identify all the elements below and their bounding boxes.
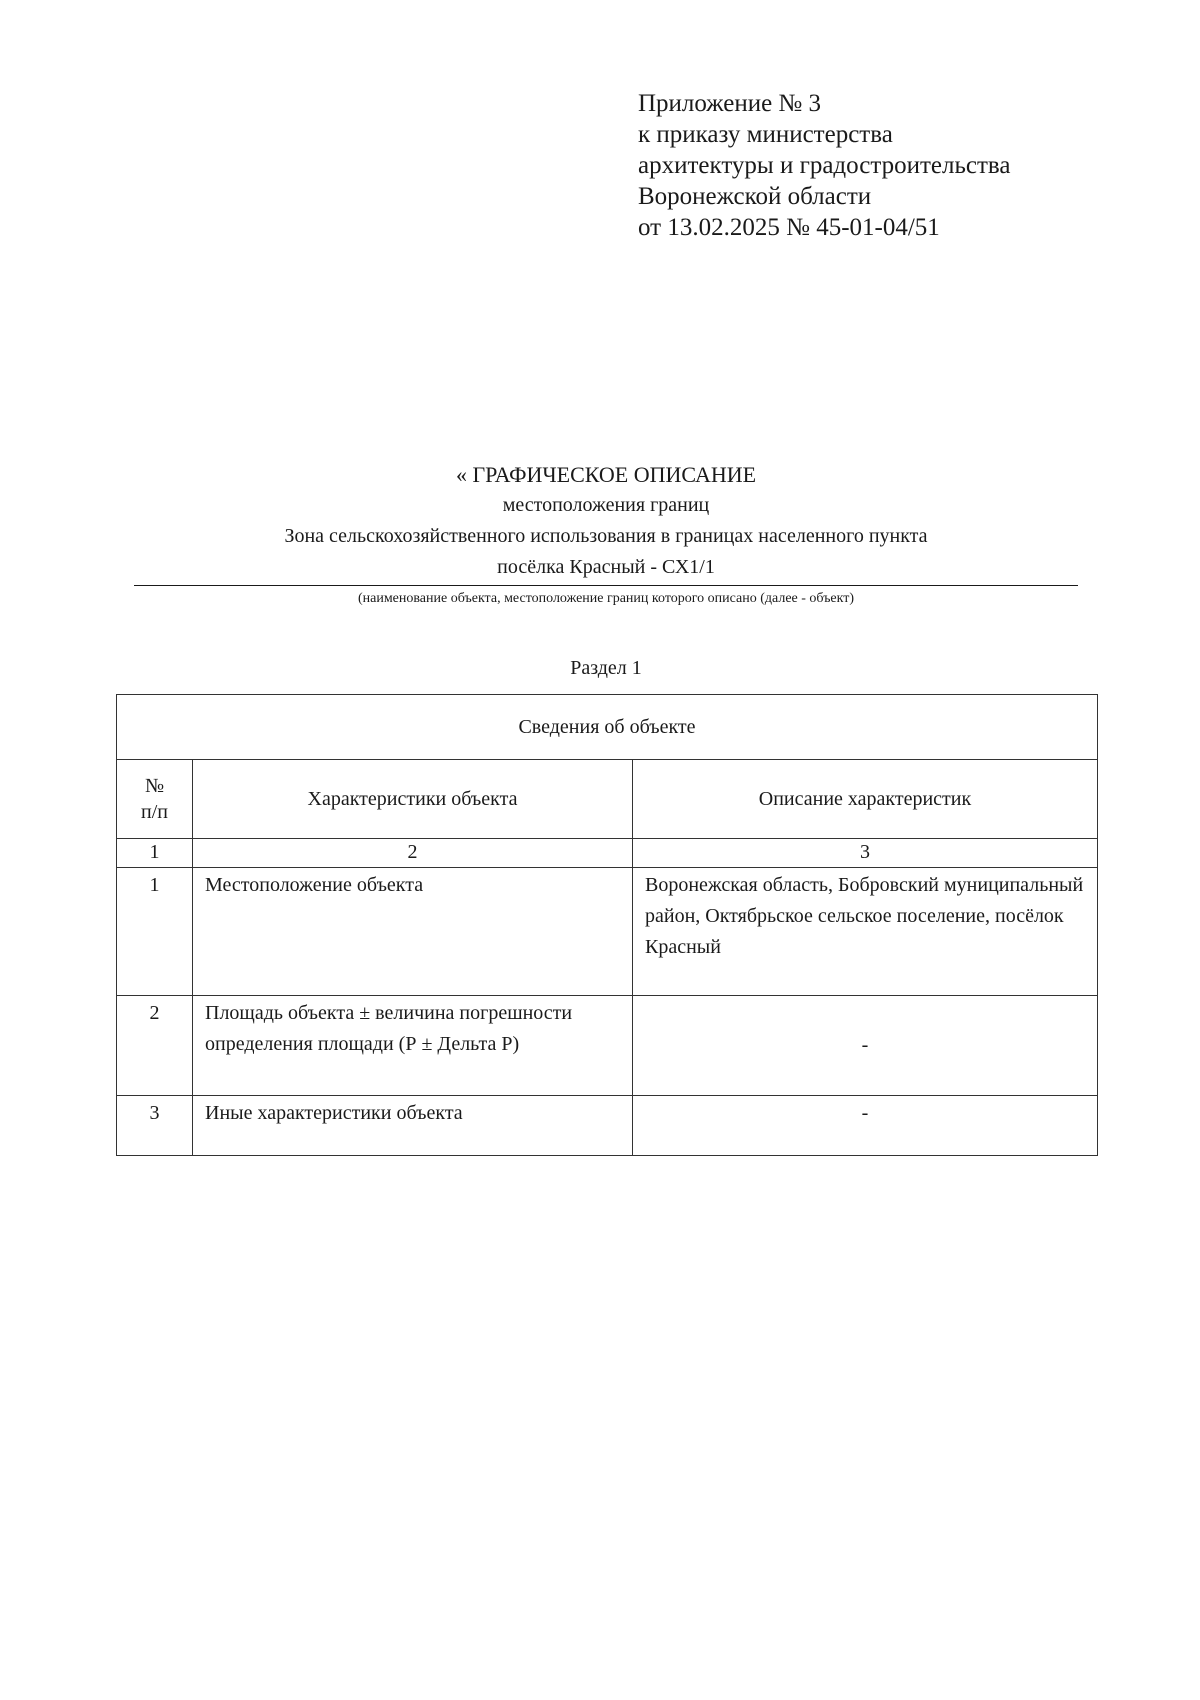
table-index-row [117,839,1098,868]
appendix-line: к приказу министерства [638,121,893,148]
object-info-table [116,694,1098,1156]
table-row [117,1096,1098,1156]
object-name-caption: (наименование объекта, местоположение границ которого описано (далее - объект) [357,591,855,606]
index-cell: 1 [117,839,193,868]
document-title-block [134,460,1078,610]
row-description: - [633,996,1098,1096]
object-name: Зона сельскохозяйственного использования в границах населенного пункта [284,525,928,547]
index-cell: 2 [193,839,633,868]
appendix-line: архитектуры и градостроительства [638,152,1011,179]
row-description: - [633,1096,1098,1156]
header-characteristic: Характеристики объекта [193,760,633,839]
header-number-line2: п/п [141,801,168,823]
appendix-line: Приложение № 3 [638,90,822,117]
row-number: 1 [117,868,193,996]
row-number: 3 [117,1096,193,1156]
appendix-header [638,88,1010,243]
header-number-line1: № [144,775,165,797]
document-subtitle: местоположения границ [502,494,710,516]
header-description: Описание характеристик [633,760,1098,839]
row-characteristic: Площадь объекта ± величина погрешности определения площади (Р ± Дельта Р) [193,996,633,1096]
title-underline [134,585,1078,586]
row-characteristic: Местоположение объекта [193,868,633,996]
appendix-line: от 13.02.2025 № 45-01-04/51 [638,214,940,241]
object-name-continued: посёлка Красный - СХ1/1 [497,556,715,578]
header-number [117,760,193,839]
table-row [117,868,1098,996]
appendix-line: Воронежской области [638,183,872,210]
row-characteristic: Иные характеристики объекта [193,1096,633,1156]
document-title: « ГРАФИЧЕСКОЕ ОПИСАНИЕ [455,462,757,487]
table-caption-row [117,695,1098,760]
row-description: Воронежская область, Бобровский муниципальный район, Октябрьское сельское поселение, посёлок Красный [633,868,1098,996]
table-header-row [117,760,1098,839]
row-number: 2 [117,996,193,1096]
table-caption: Сведения об объекте [117,695,1098,760]
index-cell: 3 [633,839,1098,868]
section-label: Раздел 1 [570,657,642,679]
table-row [117,996,1098,1096]
